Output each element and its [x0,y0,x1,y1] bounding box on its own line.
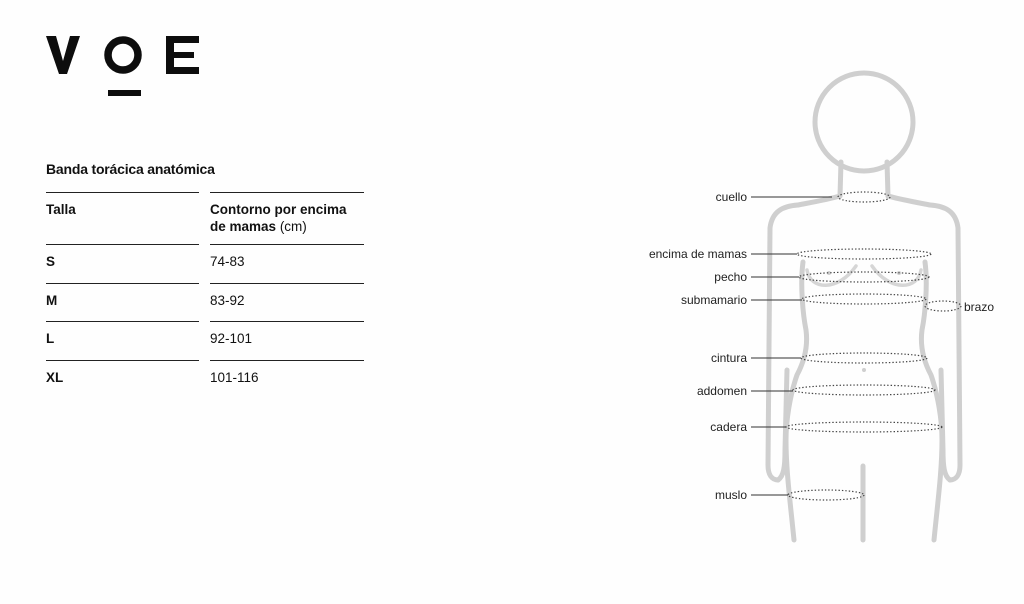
header-contour-label: Contorno por encima de mamas [210,202,347,234]
label-submamario: submamario [680,293,747,307]
ring-addomen [793,385,935,395]
label-cuello: cuello [715,190,747,204]
label-cadera: cadera [710,420,747,434]
label-addomen: addomen [696,384,747,398]
label-cintura: cintura [710,351,747,365]
body-dots [827,271,901,372]
ring-encima [797,249,931,259]
leader-lines [751,197,832,495]
ring-cintura [801,353,927,363]
label-muslo: muslo [714,488,747,502]
ring-pecho [799,272,929,282]
size-cell: M [46,283,199,322]
size-cell: S [46,244,199,283]
measurement-rings [786,192,961,500]
body-silhouette [768,73,960,540]
range-cell: 74-83 [210,244,364,283]
header-unit: (cm) [279,219,307,234]
ring-cuello [838,192,890,202]
ring-submamario [802,294,926,304]
label-encima: encima de mamas [648,247,747,261]
size-cell: XL [46,360,199,399]
range-cell: 92-101 [210,321,364,360]
table-title: Banda torácica anatómica [46,161,215,177]
measurement-labels [649,190,747,502]
label-pecho: pecho [714,270,747,284]
ring-muslo [788,490,864,500]
ring-brazo [925,301,961,311]
range-cell: 101-116 [210,360,364,399]
ring-cadera [786,422,942,432]
range-cell: 83-92 [210,283,364,322]
size-cell: L [46,321,199,360]
header-size: Talla [46,192,199,244]
label-brazo: brazo [964,300,995,314]
